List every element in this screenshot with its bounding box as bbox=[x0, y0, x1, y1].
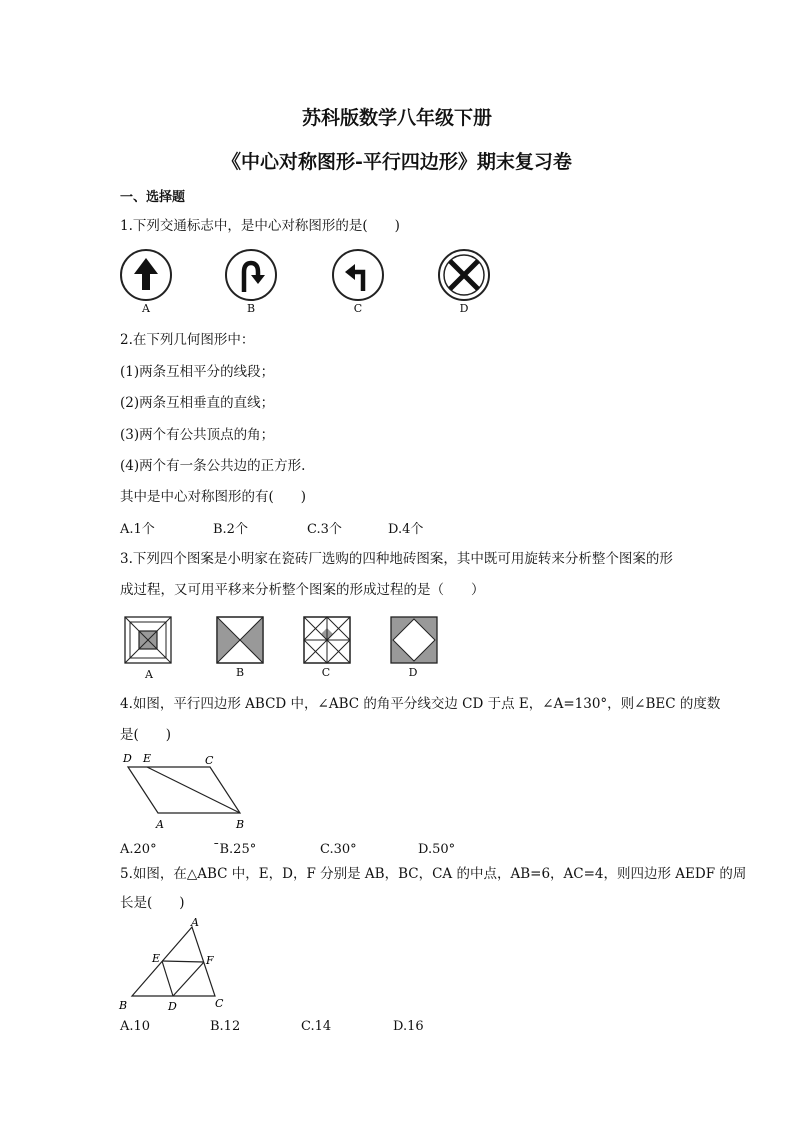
q2-item-1: (1)两条互相平分的线段； bbox=[120, 364, 275, 380]
q2-stem: 2.在下列几何图形中： bbox=[120, 332, 255, 348]
title-line-1: 苏科版数学八年级下册 bbox=[301, 107, 492, 129]
q1-label-b: B bbox=[246, 302, 256, 315]
title-line-2: 《中心对称图形-平行四边形》期末复习卷 bbox=[222, 151, 572, 173]
q4-option-d: D.50° bbox=[418, 842, 456, 857]
tile-b bbox=[217, 617, 263, 663]
q3-label-a: A bbox=[145, 668, 153, 681]
q4-point-b: B bbox=[236, 818, 245, 831]
q5-point-d: D bbox=[168, 1000, 177, 1013]
q5-triangle-figure bbox=[116, 914, 236, 1014]
sign-d-x-icon bbox=[439, 250, 489, 300]
q4-parallelogram-figure bbox=[118, 748, 258, 834]
q3-label-d: D bbox=[408, 666, 418, 679]
q5-point-b: B bbox=[119, 999, 128, 1012]
q1-label-d: D bbox=[459, 302, 469, 315]
q1-label-a: A bbox=[142, 302, 150, 315]
q2-option-b: B.2个 bbox=[213, 522, 248, 537]
q3-stem-line-2: 成过程，又可用平移来分析整个图案的形成过程的是（ ） bbox=[120, 582, 485, 598]
q4-point-c: C bbox=[205, 754, 214, 767]
q4-point-e: E bbox=[143, 752, 152, 765]
q4-point-d: D bbox=[123, 752, 132, 765]
q2-ask: 其中是中心对称图形的有( ) bbox=[120, 489, 307, 505]
q5-point-c: C bbox=[215, 997, 224, 1010]
q4-stem-line-1: 4.如图，平行四边形 ABCD 中，∠ABC 的角平分线交边 CD 于点 E，∠A=130°，则∠BEC 的度数 bbox=[120, 696, 721, 712]
q2-item-3: (3)两个有公共顶点的角； bbox=[120, 427, 275, 443]
q1-label-c: C bbox=[353, 302, 363, 315]
q5-point-f: F bbox=[206, 954, 214, 967]
section-heading: 一、选择题 bbox=[120, 190, 186, 205]
q2-option-d: D.4个 bbox=[388, 522, 424, 537]
q3-label-c: C bbox=[321, 666, 331, 679]
q5-option-c: C.14 bbox=[301, 1019, 332, 1034]
q4-option-b: ˉB.25° bbox=[213, 842, 257, 857]
q5-options bbox=[120, 1019, 620, 1039]
q4-option-a: A.20° bbox=[120, 842, 157, 857]
sign-c-left-turn-icon bbox=[333, 250, 383, 300]
q4-options bbox=[120, 842, 620, 862]
q2-option-c: C.3个 bbox=[307, 522, 342, 537]
q4-stem-line-2: 是( ) bbox=[120, 727, 172, 743]
q2-option-a: A.1个 bbox=[120, 522, 155, 537]
q4-point-a: A bbox=[156, 818, 164, 831]
q5-option-a: A.10 bbox=[120, 1019, 151, 1034]
q5-option-b: B.12 bbox=[210, 1019, 241, 1034]
q5-option-d: D.16 bbox=[393, 1019, 424, 1034]
q5-point-e: E bbox=[152, 952, 161, 965]
sign-a-up-arrow-icon bbox=[121, 250, 171, 300]
q1-stem: 1.下列交通标志中，是中心对称图形的是( ) bbox=[120, 218, 400, 234]
q4-option-c: C.30° bbox=[320, 842, 357, 857]
q2-item-2: (2)两条互相垂直的直线； bbox=[120, 395, 275, 411]
q3-label-b: B bbox=[235, 666, 245, 679]
tile-d bbox=[391, 617, 437, 663]
sign-b-u-turn-icon bbox=[226, 250, 276, 300]
tile-a bbox=[125, 617, 171, 663]
q5-point-a: A bbox=[191, 916, 199, 929]
q3-tile-patterns bbox=[120, 612, 450, 668]
tile-c bbox=[304, 617, 350, 663]
q1-traffic-signs bbox=[110, 245, 510, 320]
q2-item-4: (4)两个有一条公共边的正方形. bbox=[120, 458, 306, 474]
q3-stem-line-1: 3.下列四个图案是小明家在瓷砖厂选购的四种地砖图案，其中既可用旋转来分析整个图案的形 bbox=[120, 551, 673, 567]
q2-options bbox=[120, 518, 620, 538]
q5-stem-line-2: 长是( ) bbox=[120, 895, 185, 911]
q5-stem-line-1: 5.如图，在△ABC 中，E，D，F 分别是 AB，BC，CA 的中点，AB=6，AC=4，则四边形 AEDF 的周 bbox=[120, 866, 747, 882]
